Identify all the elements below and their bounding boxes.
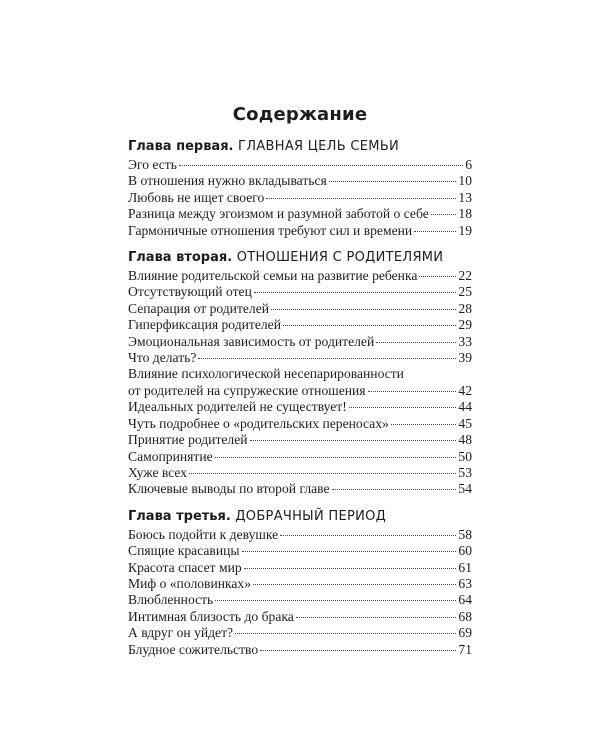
entry-title: Разница между эгоизмом и разумной заботой о себе bbox=[128, 206, 429, 222]
entry-title: Гиперфиксация родителей bbox=[128, 317, 281, 333]
toc-entry[interactable] bbox=[128, 432, 472, 448]
page-number: 13 bbox=[458, 189, 472, 205]
page-number: 45 bbox=[458, 415, 472, 431]
entry-title: Идеальных родителей не существует! bbox=[128, 399, 347, 415]
dot-leader bbox=[215, 600, 456, 601]
dot-leader bbox=[244, 568, 457, 569]
dot-leader bbox=[283, 325, 456, 326]
toc-entry[interactable] bbox=[128, 560, 472, 576]
toc-entry[interactable] bbox=[128, 625, 472, 641]
page-number: 61 bbox=[458, 559, 472, 575]
chapter-section bbox=[128, 249, 472, 498]
entry-title: Любовь не ищет своего bbox=[128, 189, 265, 205]
dot-leader bbox=[260, 650, 456, 651]
entry-title: Сепарация от родителей bbox=[128, 300, 270, 316]
dot-leader bbox=[242, 551, 457, 552]
entry-title: Влюбленность bbox=[128, 592, 214, 608]
toc-entry[interactable] bbox=[128, 350, 472, 366]
dot-leader bbox=[253, 584, 456, 585]
dot-leader bbox=[198, 358, 456, 359]
chapter-section bbox=[128, 508, 472, 658]
toc-entry[interactable] bbox=[128, 642, 472, 658]
dot-leader bbox=[179, 165, 463, 166]
entry-title: Эмоциональная зависимость от родителей bbox=[128, 333, 375, 349]
entry-title: Ключевые выводы по второй главе bbox=[128, 481, 330, 497]
chapter-heading bbox=[128, 508, 472, 526]
chapter-entries bbox=[128, 268, 472, 498]
entry-title: Боюсь подойти к девушке bbox=[128, 526, 279, 542]
chapter-label: Глава первая. bbox=[128, 139, 234, 154]
page-number: 71 bbox=[458, 641, 472, 657]
toc-entry[interactable] bbox=[128, 317, 472, 333]
toc-entry[interactable] bbox=[128, 543, 472, 559]
dot-leader bbox=[349, 407, 457, 408]
dot-leader bbox=[296, 617, 457, 618]
toc-entry[interactable] bbox=[128, 592, 472, 608]
page-number: 53 bbox=[458, 464, 472, 480]
toc-entry[interactable] bbox=[128, 301, 472, 317]
chapter-title: ГЛАВНАЯ ЦЕЛЬ СЕМЬИ bbox=[238, 139, 400, 154]
page-number: 48 bbox=[458, 432, 472, 448]
toc-entry[interactable] bbox=[128, 284, 472, 300]
toc-entry[interactable] bbox=[128, 416, 472, 432]
entry-title: Влияние психологической несепарированности bbox=[128, 366, 404, 382]
dot-leader bbox=[414, 231, 456, 232]
page-number: 63 bbox=[458, 575, 472, 591]
dot-leader bbox=[332, 489, 457, 490]
page-number: 22 bbox=[458, 268, 472, 284]
entry-title: А вдруг он уйдет? bbox=[128, 625, 234, 641]
page-number: 28 bbox=[458, 300, 472, 316]
chapter-entries bbox=[128, 157, 472, 239]
entry-title: Интимная близость до брака bbox=[128, 608, 294, 624]
page-number: 60 bbox=[458, 543, 472, 559]
entry-title: Красота спасет мир bbox=[128, 559, 242, 575]
page-number: 69 bbox=[458, 625, 472, 641]
toc-entry[interactable] bbox=[128, 223, 472, 239]
dot-leader bbox=[250, 440, 457, 441]
page-number: 25 bbox=[458, 284, 472, 300]
entry-title: Спящие красавицы bbox=[128, 543, 240, 559]
chapter-label: Глава третья. bbox=[128, 508, 231, 524]
page-number: 42 bbox=[458, 382, 472, 398]
dot-leader bbox=[391, 424, 457, 425]
toc-entry[interactable] bbox=[128, 449, 472, 465]
entry-title: Эго есть bbox=[128, 157, 177, 172]
toc-entry[interactable] bbox=[128, 609, 472, 625]
page-title: Содержание bbox=[232, 104, 368, 126]
page-number: 29 bbox=[458, 317, 472, 333]
entry-title: Хуже всех bbox=[128, 464, 188, 480]
dot-leader bbox=[280, 535, 456, 536]
entry-title: Самопринятие bbox=[128, 448, 213, 464]
toc-entry[interactable] bbox=[128, 465, 472, 481]
entry-title: В отношения нужно вкладываться bbox=[128, 173, 327, 189]
chapter-heading bbox=[128, 249, 472, 267]
toc-entry[interactable] bbox=[128, 527, 472, 543]
dot-leader bbox=[431, 214, 457, 215]
dot-leader bbox=[376, 342, 456, 343]
page-number: 44 bbox=[458, 399, 472, 415]
page-number: 6 bbox=[465, 157, 472, 172]
toc-entry[interactable] bbox=[128, 576, 472, 592]
page-number: 33 bbox=[458, 333, 472, 349]
entry-title: Принятие родителей bbox=[128, 432, 248, 448]
toc-entry[interactable] bbox=[128, 173, 472, 189]
page-number: 18 bbox=[458, 206, 472, 222]
entry-title: Что делать? bbox=[128, 350, 197, 366]
entry-title: Миф о «половинках» bbox=[128, 575, 252, 591]
dot-leader bbox=[368, 391, 457, 392]
chapter-heading bbox=[128, 138, 472, 156]
page-number: 54 bbox=[458, 481, 472, 497]
dot-leader bbox=[266, 198, 456, 199]
toc-entry[interactable] bbox=[128, 268, 472, 284]
toc-entry[interactable] bbox=[128, 366, 472, 399]
entry-title: Влияние родительской семьи на развитие ребенка bbox=[128, 268, 418, 284]
entry-title: Гармоничные отношения требуют сил и времени bbox=[128, 222, 413, 238]
page-number: 58 bbox=[458, 526, 472, 542]
page-number: 19 bbox=[458, 222, 472, 238]
entry-title: Блудное сожительство bbox=[128, 641, 259, 657]
toc-entry[interactable] bbox=[128, 481, 472, 497]
dot-leader bbox=[254, 292, 457, 293]
chapter-title: ДОБРАЧНЫЙ ПЕРИОД bbox=[235, 508, 387, 524]
chapter-section bbox=[128, 138, 472, 239]
page-number: 10 bbox=[458, 173, 472, 189]
chapter-label: Глава вторая. bbox=[128, 250, 233, 266]
entry-title: Отсутствующий отец bbox=[128, 284, 252, 300]
page-number: 39 bbox=[458, 350, 472, 366]
table-of-contents bbox=[128, 138, 472, 668]
toc-entry[interactable] bbox=[128, 399, 472, 415]
page-number: 50 bbox=[458, 448, 472, 464]
dot-leader bbox=[189, 473, 456, 474]
toc-entry[interactable] bbox=[128, 334, 472, 350]
chapter-title: ОТНОШЕНИЯ С РОДИТЕЛЯМИ bbox=[236, 250, 444, 266]
toc-entry[interactable] bbox=[128, 206, 472, 222]
chapter-entries bbox=[128, 527, 472, 658]
dot-leader bbox=[235, 633, 456, 634]
toc-entry[interactable] bbox=[128, 157, 472, 173]
dot-leader bbox=[419, 276, 456, 277]
dot-leader bbox=[215, 457, 457, 458]
page-number: 64 bbox=[458, 592, 472, 608]
entry-title: Чуть подробнее о «родительских переносах» bbox=[128, 415, 389, 431]
dot-leader bbox=[271, 309, 456, 310]
toc-entry[interactable] bbox=[128, 190, 472, 206]
dot-leader bbox=[329, 181, 457, 182]
page-number: 68 bbox=[458, 608, 472, 624]
entry-title: от родителей на супружеские отношения bbox=[128, 382, 366, 398]
